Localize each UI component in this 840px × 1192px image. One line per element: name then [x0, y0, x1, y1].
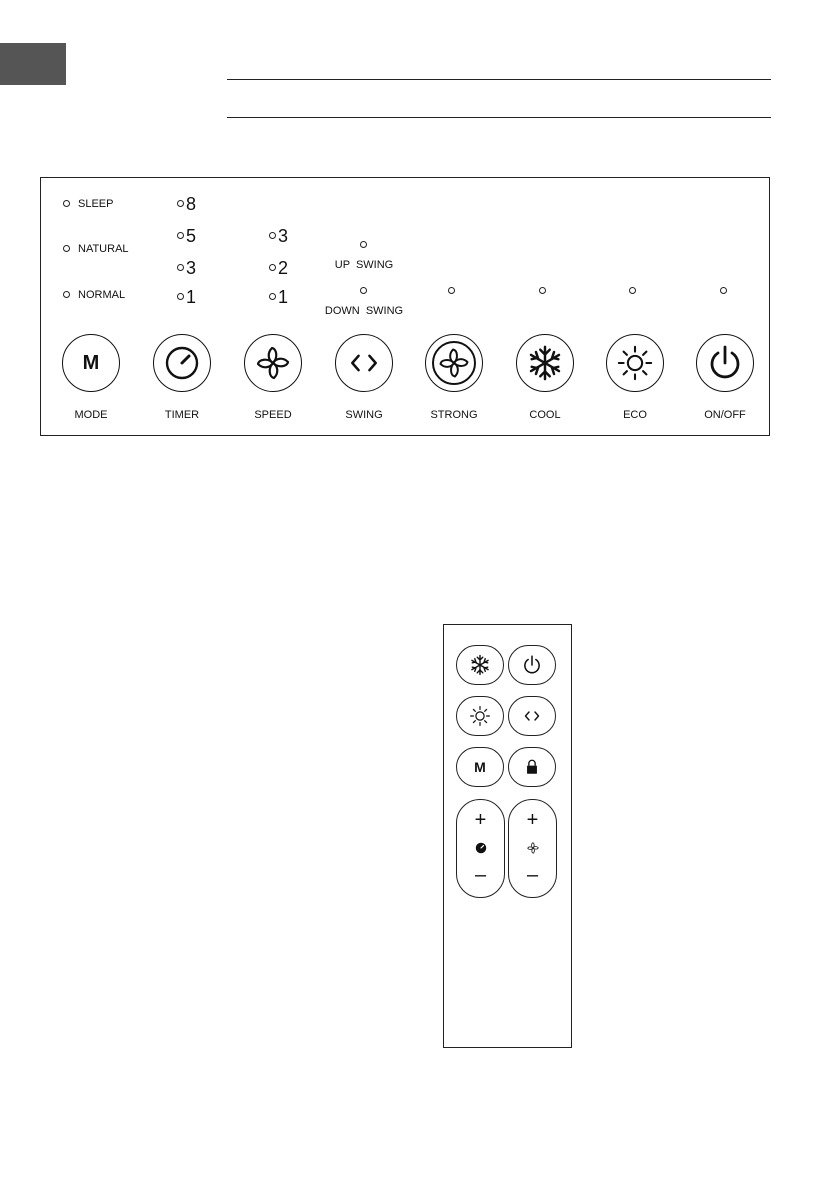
timer-5-led	[177, 232, 184, 239]
up-swing-label: UP SWING	[334, 259, 394, 271]
power-icon	[521, 654, 543, 676]
remote-timer-rocker[interactable]	[456, 799, 505, 898]
control-panel	[40, 177, 770, 436]
swing-arrows-icon	[346, 345, 382, 381]
remote-speed-rocker[interactable]	[508, 799, 557, 898]
strong-fan-icon	[430, 339, 478, 387]
timer-8-label: 8	[186, 194, 197, 214]
eco-button[interactable]	[606, 334, 664, 392]
natural-label: NATURAL	[78, 243, 129, 255]
sun-icon	[616, 344, 654, 382]
on-off-label: ON/OFF	[704, 409, 746, 421]
remote-cool-button[interactable]	[456, 645, 504, 685]
sleep-led	[63, 200, 70, 207]
speed-3-led	[269, 232, 276, 239]
speed-minus-button[interactable]: –	[526, 864, 539, 886]
timer-1-label: 1	[186, 287, 197, 307]
speed-label: SPEED	[254, 409, 292, 421]
speed-1-label: 1	[278, 287, 289, 307]
swing-arrows-icon	[522, 706, 542, 726]
timer-5-label: 5	[186, 226, 197, 246]
speed-2-label: 2	[278, 258, 289, 278]
speed-3-label: 3	[278, 226, 289, 246]
timer-plus-button[interactable]: +	[474, 809, 487, 831]
eco-led	[629, 287, 636, 294]
header-rule-top	[227, 79, 771, 80]
timer-dial-icon	[162, 343, 202, 383]
speed-button[interactable]	[244, 334, 302, 392]
strong-led	[448, 287, 455, 294]
strong-label: STRONG	[430, 409, 478, 421]
up-swing-led	[360, 241, 367, 248]
power-icon	[705, 343, 745, 383]
timer-button[interactable]	[153, 334, 211, 392]
snowflake-icon	[469, 654, 491, 676]
remote-mode-button[interactable]	[456, 747, 504, 787]
language-tab	[0, 43, 66, 85]
speed-2-led	[269, 264, 276, 271]
timer-label: TIMER	[164, 409, 200, 421]
mode-m-icon: M	[82, 351, 100, 374]
normal-label: NORMAL	[78, 289, 126, 301]
mode-button[interactable]	[62, 334, 120, 392]
power-button[interactable]	[696, 334, 754, 392]
timer-8-led	[177, 200, 184, 207]
speed-plus-button[interactable]: +	[526, 809, 539, 831]
down-swing-led	[360, 287, 367, 294]
power-led	[720, 287, 727, 294]
sun-icon	[469, 705, 491, 727]
fan-icon	[526, 841, 540, 855]
remote-eco-button[interactable]	[456, 696, 504, 736]
swing-label: SWING	[345, 409, 383, 421]
swing-button[interactable]	[335, 334, 393, 392]
sleep-label: SLEEP	[78, 198, 114, 210]
down-swing-label: DOWN SWING	[324, 305, 404, 317]
mode-label: MODE	[74, 409, 108, 421]
strong-button[interactable]	[425, 334, 483, 392]
header-rule-bottom	[227, 117, 771, 118]
normal-led	[63, 291, 70, 298]
timer-minus-button[interactable]: –	[474, 864, 487, 886]
remote-power-button[interactable]	[508, 645, 556, 685]
remote-lock-button[interactable]	[508, 747, 556, 787]
timer-3-led	[177, 264, 184, 271]
lock-icon	[523, 758, 541, 776]
timer-dial-icon	[474, 841, 488, 855]
eco-label: ECO	[623, 409, 647, 421]
timer-1-led	[177, 293, 184, 300]
speed-1-led	[269, 293, 276, 300]
cool-led	[539, 287, 546, 294]
snowflake-icon	[526, 344, 564, 382]
remote-swing-button[interactable]	[508, 696, 556, 736]
timer-3-label: 3	[186, 258, 197, 278]
fan-icon	[253, 343, 293, 383]
cool-label: COOL	[529, 409, 561, 421]
cool-button[interactable]	[516, 334, 574, 392]
remote-control	[443, 624, 572, 1048]
mode-m-icon: M	[474, 759, 486, 775]
natural-led	[63, 245, 70, 252]
